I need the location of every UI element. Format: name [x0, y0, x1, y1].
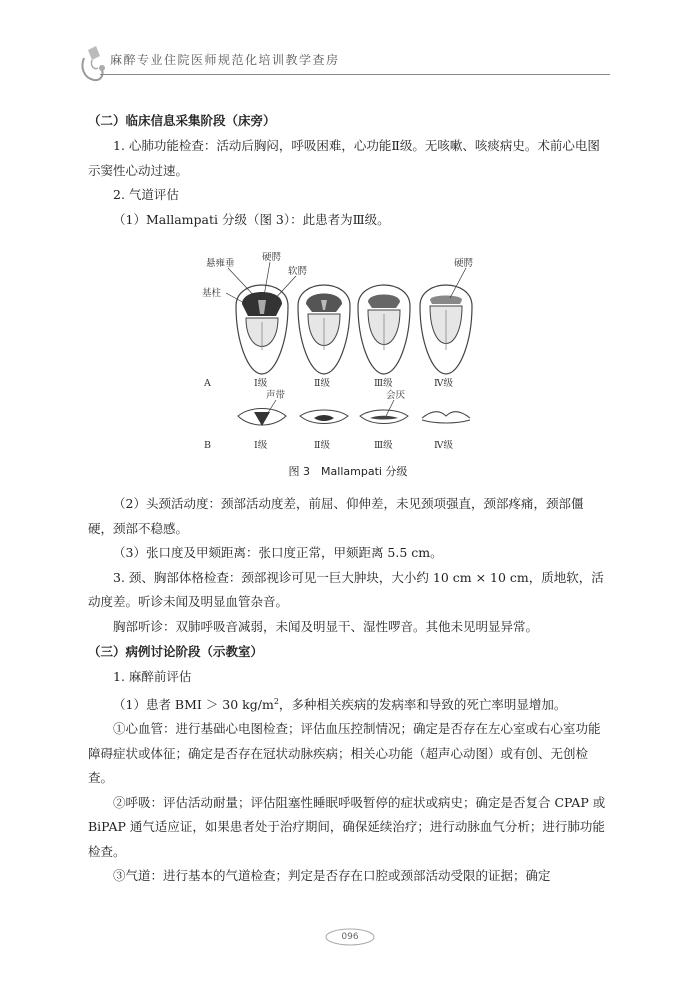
header-title: 麻醉专业住院医师规范化培训教学查房: [110, 53, 340, 67]
grade-label-b-3: Ⅲ级: [374, 440, 393, 451]
bmi-text-post: ，多种相关疾病的发病率和导致的死亡率明显增加。: [278, 696, 567, 712]
figure-caption: 图 3 Mallampati 分级: [288, 465, 408, 478]
paragraph: （2）头颈活动度：颈部活动度差，前屈、仰伸差，未见颈项强直，颈部疼痛，颈部僵硬，颈部不稳感。: [88, 496, 584, 536]
bmi-text: （1）患者 BMI ＞ 30 kg/m: [113, 696, 274, 712]
grade-label-a-2: Ⅱ级: [314, 378, 330, 389]
bmi-superscript: 2: [273, 696, 279, 706]
paragraph: 1. 心肺功能检查：活动后胸闷，呼吸困难，心功能Ⅱ级。无咳嗽、咳痰病史。术前心电图示窦性心动过速。: [88, 138, 600, 178]
label-soft-palate: 软腭: [288, 266, 308, 277]
paragraph: ②呼吸：评估活动耐量；评估阻塞性睡眠呼吸暂停的症状或病史；确定是否复合 CPAP 或 BiPAP 通气适应证，如果患者处于治疗期间，确保延续治疗；进行动脉血气分析；进行肺功能检查。: [88, 794, 606, 859]
paragraph: ①心血管：进行基础心电图检查；评估血压控制情况；确定是否存在左心室或右心室功能障碍症状或体征；确定是否存在冠状动脉疾病；相关心功能（超声心动图）或有创、无创检查。: [88, 721, 601, 786]
grade-label-a-1: Ⅰ级: [254, 378, 268, 389]
glottis-grade-4: [422, 412, 470, 423]
section-heading-2: （二）临床信息采集阶段（床旁）: [88, 113, 276, 128]
page-number: 096: [341, 932, 359, 942]
grade-label-a-3: Ⅲ级: [374, 378, 393, 389]
grade-label-b-1: Ⅰ级: [254, 440, 268, 451]
paragraph: （1）Mallampati 分级（图 3）：此患者为Ⅲ级。: [113, 211, 390, 227]
paragraph: 2. 气道评估: [113, 187, 179, 202]
mouth-grade-1: [236, 285, 288, 374]
glottis-grade-3: [360, 410, 408, 424]
paragraph: 1. 麻醉前评估: [113, 669, 192, 684]
page-body: [88, 108, 608, 889]
label-vocal-cord: 声带: [266, 390, 286, 401]
glottis-grade-1: [238, 409, 286, 427]
label-hard-palate-4: 硬腭: [454, 258, 474, 269]
grade-label-b-4: Ⅳ级: [434, 440, 453, 451]
paragraph: ③气道：进行基本的气道检查；判定是否存在口腔或颈部活动受限的证据；确定: [113, 868, 551, 884]
grade-label-b-2: Ⅱ级: [314, 440, 330, 451]
label-pillar: 基柱: [202, 288, 222, 299]
grade-label-a-4: Ⅳ级: [434, 378, 453, 389]
mouth-grade-4: [420, 285, 472, 374]
paragraph: 胸部听诊：双肺呼吸音减弱，未闻及明显干、湿性啰音。其他未见明显异常。: [113, 618, 539, 634]
mallampati-illustration: [88, 238, 608, 458]
label-uvula: 悬雍垂: [206, 258, 235, 269]
page-header: [0, 0, 700, 95]
mallampati-figure: [88, 238, 608, 458]
label-epiglottis: 会厌: [386, 390, 406, 401]
label-hard-palate: 硬腭: [262, 252, 282, 263]
header-divider: [100, 74, 610, 75]
paragraph-bmi: [88, 690, 608, 718]
row-b-label: B: [204, 440, 211, 451]
paragraph: 3. 颈、胸部体格检查：颈部视诊可见一巨大肿块，大小约 10 cm × 10 cm，质地软，活动度差。听诊未闻及明显血管杂音。: [88, 569, 604, 609]
section-heading-3: （三）病例讨论阶段（示教室）: [88, 644, 264, 659]
row-a-label: A: [204, 378, 211, 389]
mouth-grade-2: [298, 285, 350, 374]
mouth-grade-3: [358, 285, 410, 374]
glottis-grade-2: [300, 410, 348, 424]
paragraph: （3）张口度及甲颏距离：张口度正常，甲颏距离 5.5 cm。: [113, 545, 443, 560]
